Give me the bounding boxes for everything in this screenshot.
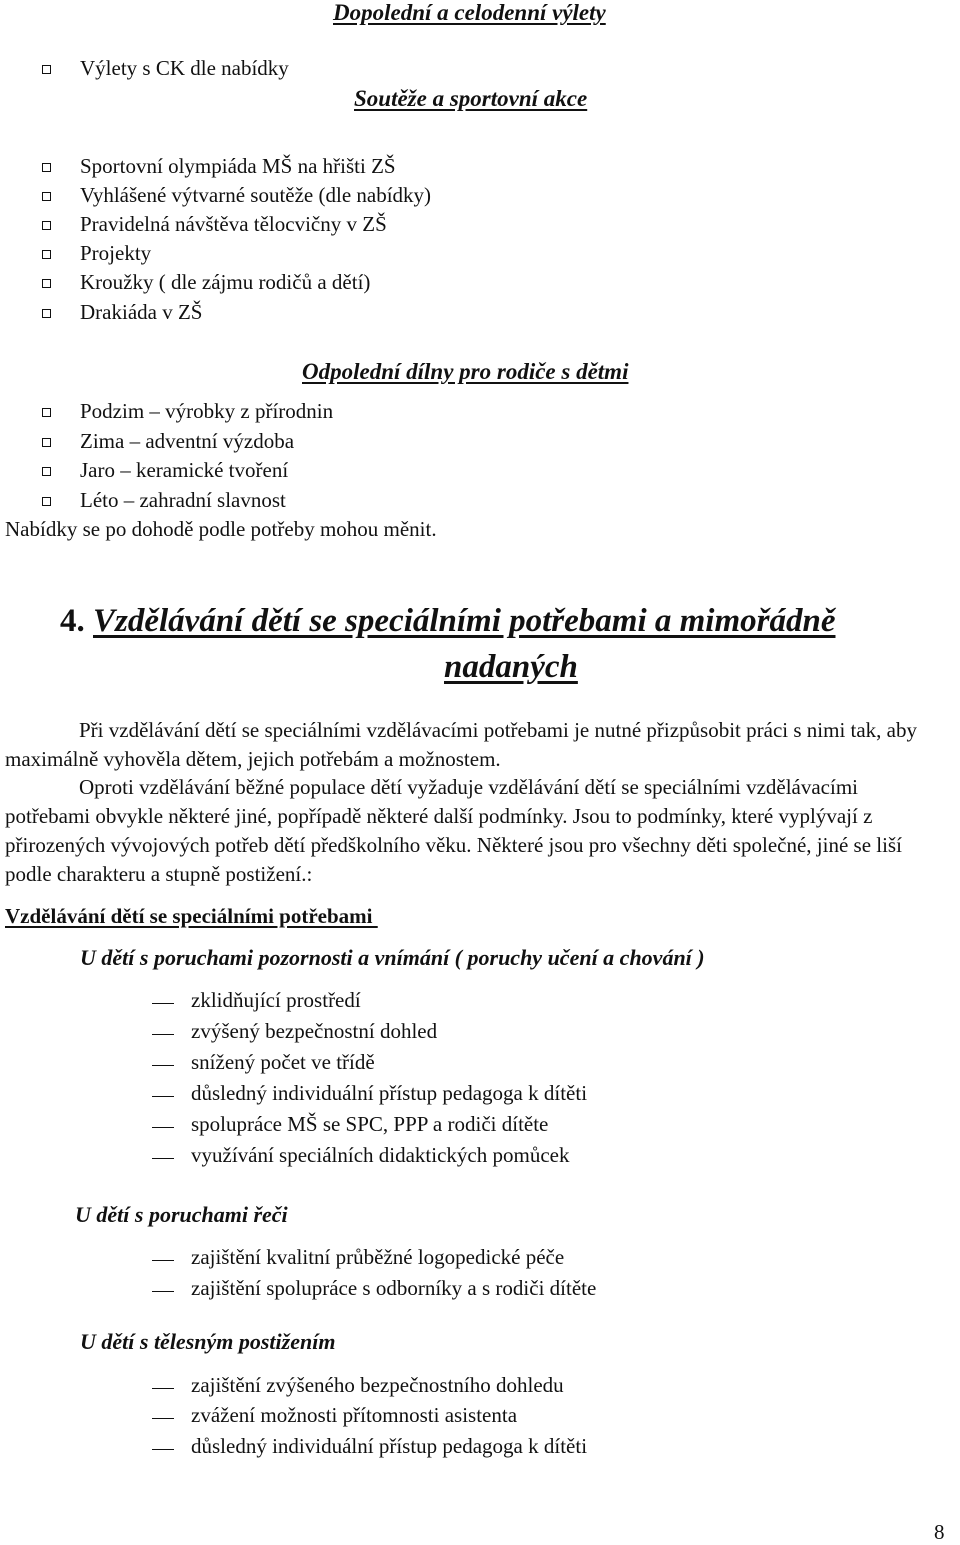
dash-bullet-icon <box>152 1158 174 1159</box>
workshops-item: Zima – adventní výzdoba <box>80 429 295 453</box>
list-item: snížený počet ve třídě <box>191 1050 375 1074</box>
chapter-number: 4. <box>60 603 85 639</box>
list-item: spolupráce MŠ se SPC, PPP a rodiči dítěte <box>191 1112 549 1136</box>
dash-bullet-icon <box>152 1034 174 1035</box>
dash-bullet-icon <box>152 1418 174 1419</box>
list-item: zvýšený bezpečnostní dohled <box>191 1019 438 1043</box>
checkbox-bullet-icon <box>42 163 51 172</box>
checkbox-bullet-icon <box>42 250 51 259</box>
chapter-title-line2: nadaných <box>444 649 578 685</box>
dash-bullet-icon <box>152 1388 174 1389</box>
dash-bullet-icon <box>152 1065 174 1066</box>
competitions-item: Sportovní olympiáda MŠ na hřišti ZŠ <box>80 154 396 178</box>
dash-bullet-icon <box>152 1003 174 1004</box>
list-item: zklidňující prostředí <box>191 988 361 1012</box>
group-title: U dětí s tělesným postižením <box>80 1329 336 1354</box>
excursions-item: Výlety s CK dle nabídky <box>80 56 289 80</box>
competitions-item: Pravidelná návštěva tělocvičny v ZŠ <box>80 212 387 236</box>
competitions-item: Kroužky ( dle zájmu rodičů a dětí) <box>80 270 371 294</box>
competitions-item: Vyhlášené výtvarné soutěže (dle nabídky) <box>80 183 432 207</box>
excursions-heading: Dopolední a celodenní výlety <box>333 0 606 25</box>
page-number: 8 <box>934 1520 945 1544</box>
paragraph: Při vzdělávání dětí se speciálními vzdělávacími potřebami je nutné přizpůsobit práci s nimi tak, aby maximálně vyhověla dětem, jejich potřebám a možnostem. <box>5 718 918 771</box>
checkbox-bullet-icon <box>42 309 51 318</box>
workshops-heading: Odpolední dílny pro rodiče s dětmi <box>302 359 629 384</box>
list-item: zajištění spolupráce s odborníky a s rodiči dítěte <box>191 1276 597 1300</box>
checkbox-bullet-icon <box>42 192 51 201</box>
dash-bullet-icon <box>152 1449 174 1450</box>
list-item: důsledný individuální přístup pedagoga k dítěti <box>191 1434 588 1458</box>
dash-bullet-icon <box>152 1291 174 1292</box>
checkbox-bullet-icon <box>42 408 51 417</box>
list-item: zvážení možnosti přítomnosti asistenta <box>191 1403 518 1427</box>
list-item: důsledný individuální přístup pedagoga k dítěti <box>191 1081 588 1105</box>
workshops-item: Léto – zahradní slavnost <box>80 488 286 512</box>
special-needs-heading: Vzdělávání dětí se speciálními potřebami <box>5 904 378 928</box>
list-item: zajištění kvalitní průběžné logopedické péče <box>191 1245 565 1269</box>
competitions-heading: Soutěže a sportovní akce <box>354 86 588 111</box>
dash-bullet-icon <box>152 1260 174 1261</box>
checkbox-bullet-icon <box>42 279 51 288</box>
chapter-title: Vzdělávání dětí se speciálními potřebami a mimořádně <box>93 603 836 639</box>
group-title: U dětí s poruchami řeči <box>75 1202 288 1227</box>
checkbox-bullet-icon <box>42 497 51 506</box>
workshops-item: Jaro – keramické tvoření <box>80 458 289 482</box>
checkbox-bullet-icon <box>42 467 51 476</box>
dash-bullet-icon <box>152 1127 174 1128</box>
checkbox-bullet-icon <box>42 221 51 230</box>
paragraph: Oproti vzdělávání běžné populace dětí vyžaduje vzdělávání dětí se speciálními vzdělávacími potřebami obvykle některé jiné, popřípadě některé další podmínky. Jsou to podmínky, které vyplývají z přirozených vývojových potřeb dětí předškolního věku. Některé jsou pro všechny děti společné, jiné se liší podle charakteru a stupně postižení.: <box>5 775 902 886</box>
group-title: U dětí s poruchami pozornosti a vnímání ( poruchy učení a chování ) <box>80 945 705 970</box>
list-item: využívání speciálních didaktických pomůcek <box>191 1143 570 1167</box>
dash-bullet-icon <box>152 1096 174 1097</box>
checkbox-bullet-icon <box>42 438 51 447</box>
competitions-item: Projekty <box>80 241 152 265</box>
workshops-note: Nabídky se po dohodě podle potřeby mohou měnit. <box>5 517 437 541</box>
checkbox-bullet-icon <box>42 65 51 74</box>
workshops-item: Podzim – výrobky z přírodnin <box>80 399 334 423</box>
list-item: zajištění zvýšeného bezpečnostního dohledu <box>191 1373 564 1397</box>
competitions-item: Drakiáda v ZŠ <box>80 300 203 324</box>
